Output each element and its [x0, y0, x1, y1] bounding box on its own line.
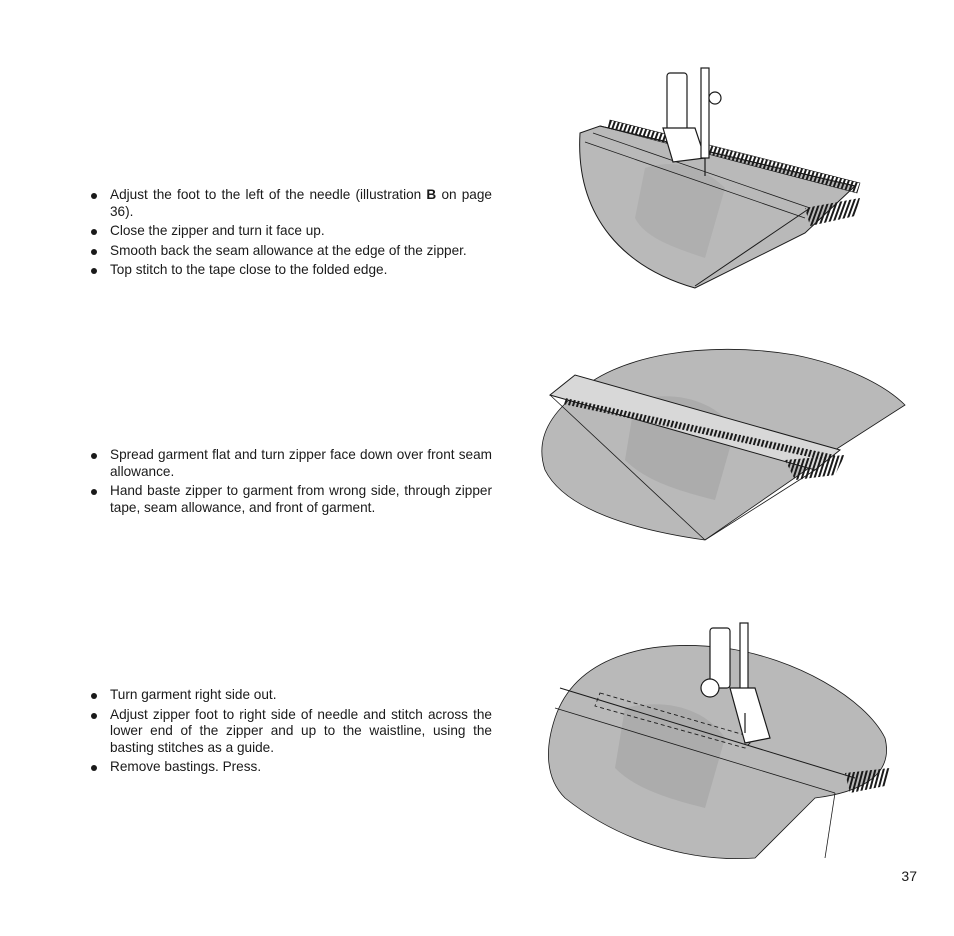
illustration-ref: B	[426, 187, 437, 202]
step-adjust-foot-right: Adjust zipper foot to right side of needle and stitch across the lower end of the zipper and up to the waistline, using the basting stitches as a guide.	[90, 707, 492, 757]
instructions-baste	[90, 447, 492, 519]
step-turn-garment: Turn garment right side out.	[90, 687, 492, 704]
step-smooth-seam: Smooth back the seam allowance at the edge of the zipper.	[90, 243, 492, 260]
step-remove-bastings: Remove bastings. Press.	[90, 759, 492, 776]
page-number: 37	[901, 868, 917, 884]
step-close-zipper: Close the zipper and turn it face up.	[90, 223, 492, 240]
step-top-stitch: Top stitch to the tape close to the folded edge.	[90, 262, 492, 279]
illustration-top-stitch	[505, 58, 925, 298]
instructions-top-stitch	[90, 187, 492, 282]
illustration-baste-zipper	[505, 340, 925, 550]
illustration-final-stitch	[505, 618, 925, 868]
step-spread-garment: Spread garment flat and turn zipper face down over front seam allowance.	[90, 447, 492, 480]
step-hand-baste: Hand baste zipper to garment from wrong side, through zipper tape, seam allowance, and front of garment.	[90, 483, 492, 516]
instructions-final-stitch	[90, 687, 492, 779]
step-adjust-foot-left: Adjust the foot to the left of the needle (illustration B on page 36).	[90, 187, 492, 220]
